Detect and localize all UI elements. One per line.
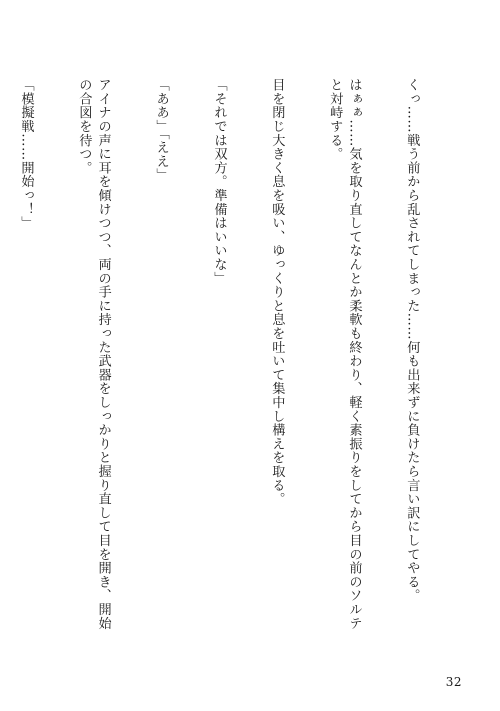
body-text [18,78,460,633]
text-line-3: 目を閉じ大きく息を吸い、ゆっくりと息を吐いて集中し構えを取る。 [269,78,285,506]
text-line-6: アイナの声に耳を傾けつつ、両の手に持った武器をしっかりと握り直して目を開き、開始の合図を待つ。 [76,78,111,630]
page-number: 32 [445,675,462,689]
text-line-7: 「模擬戦……開始っ！」 [18,78,34,230]
text-line-1: くっ……戦う前から乱されてしまった……何も出来ずに負けたら言い訳にしてやる。 [404,78,420,603]
text-line-2: はぁぁ……気を取り直してなんとか柔軟も終わり、軽く素振りをしてから目の前のソルテと対峙する。 [327,78,362,630]
text-line-5: 「ああ」「ええ」 [153,78,169,182]
text-line-4: 「それでは双方。準備はいいな」 [211,78,227,285]
